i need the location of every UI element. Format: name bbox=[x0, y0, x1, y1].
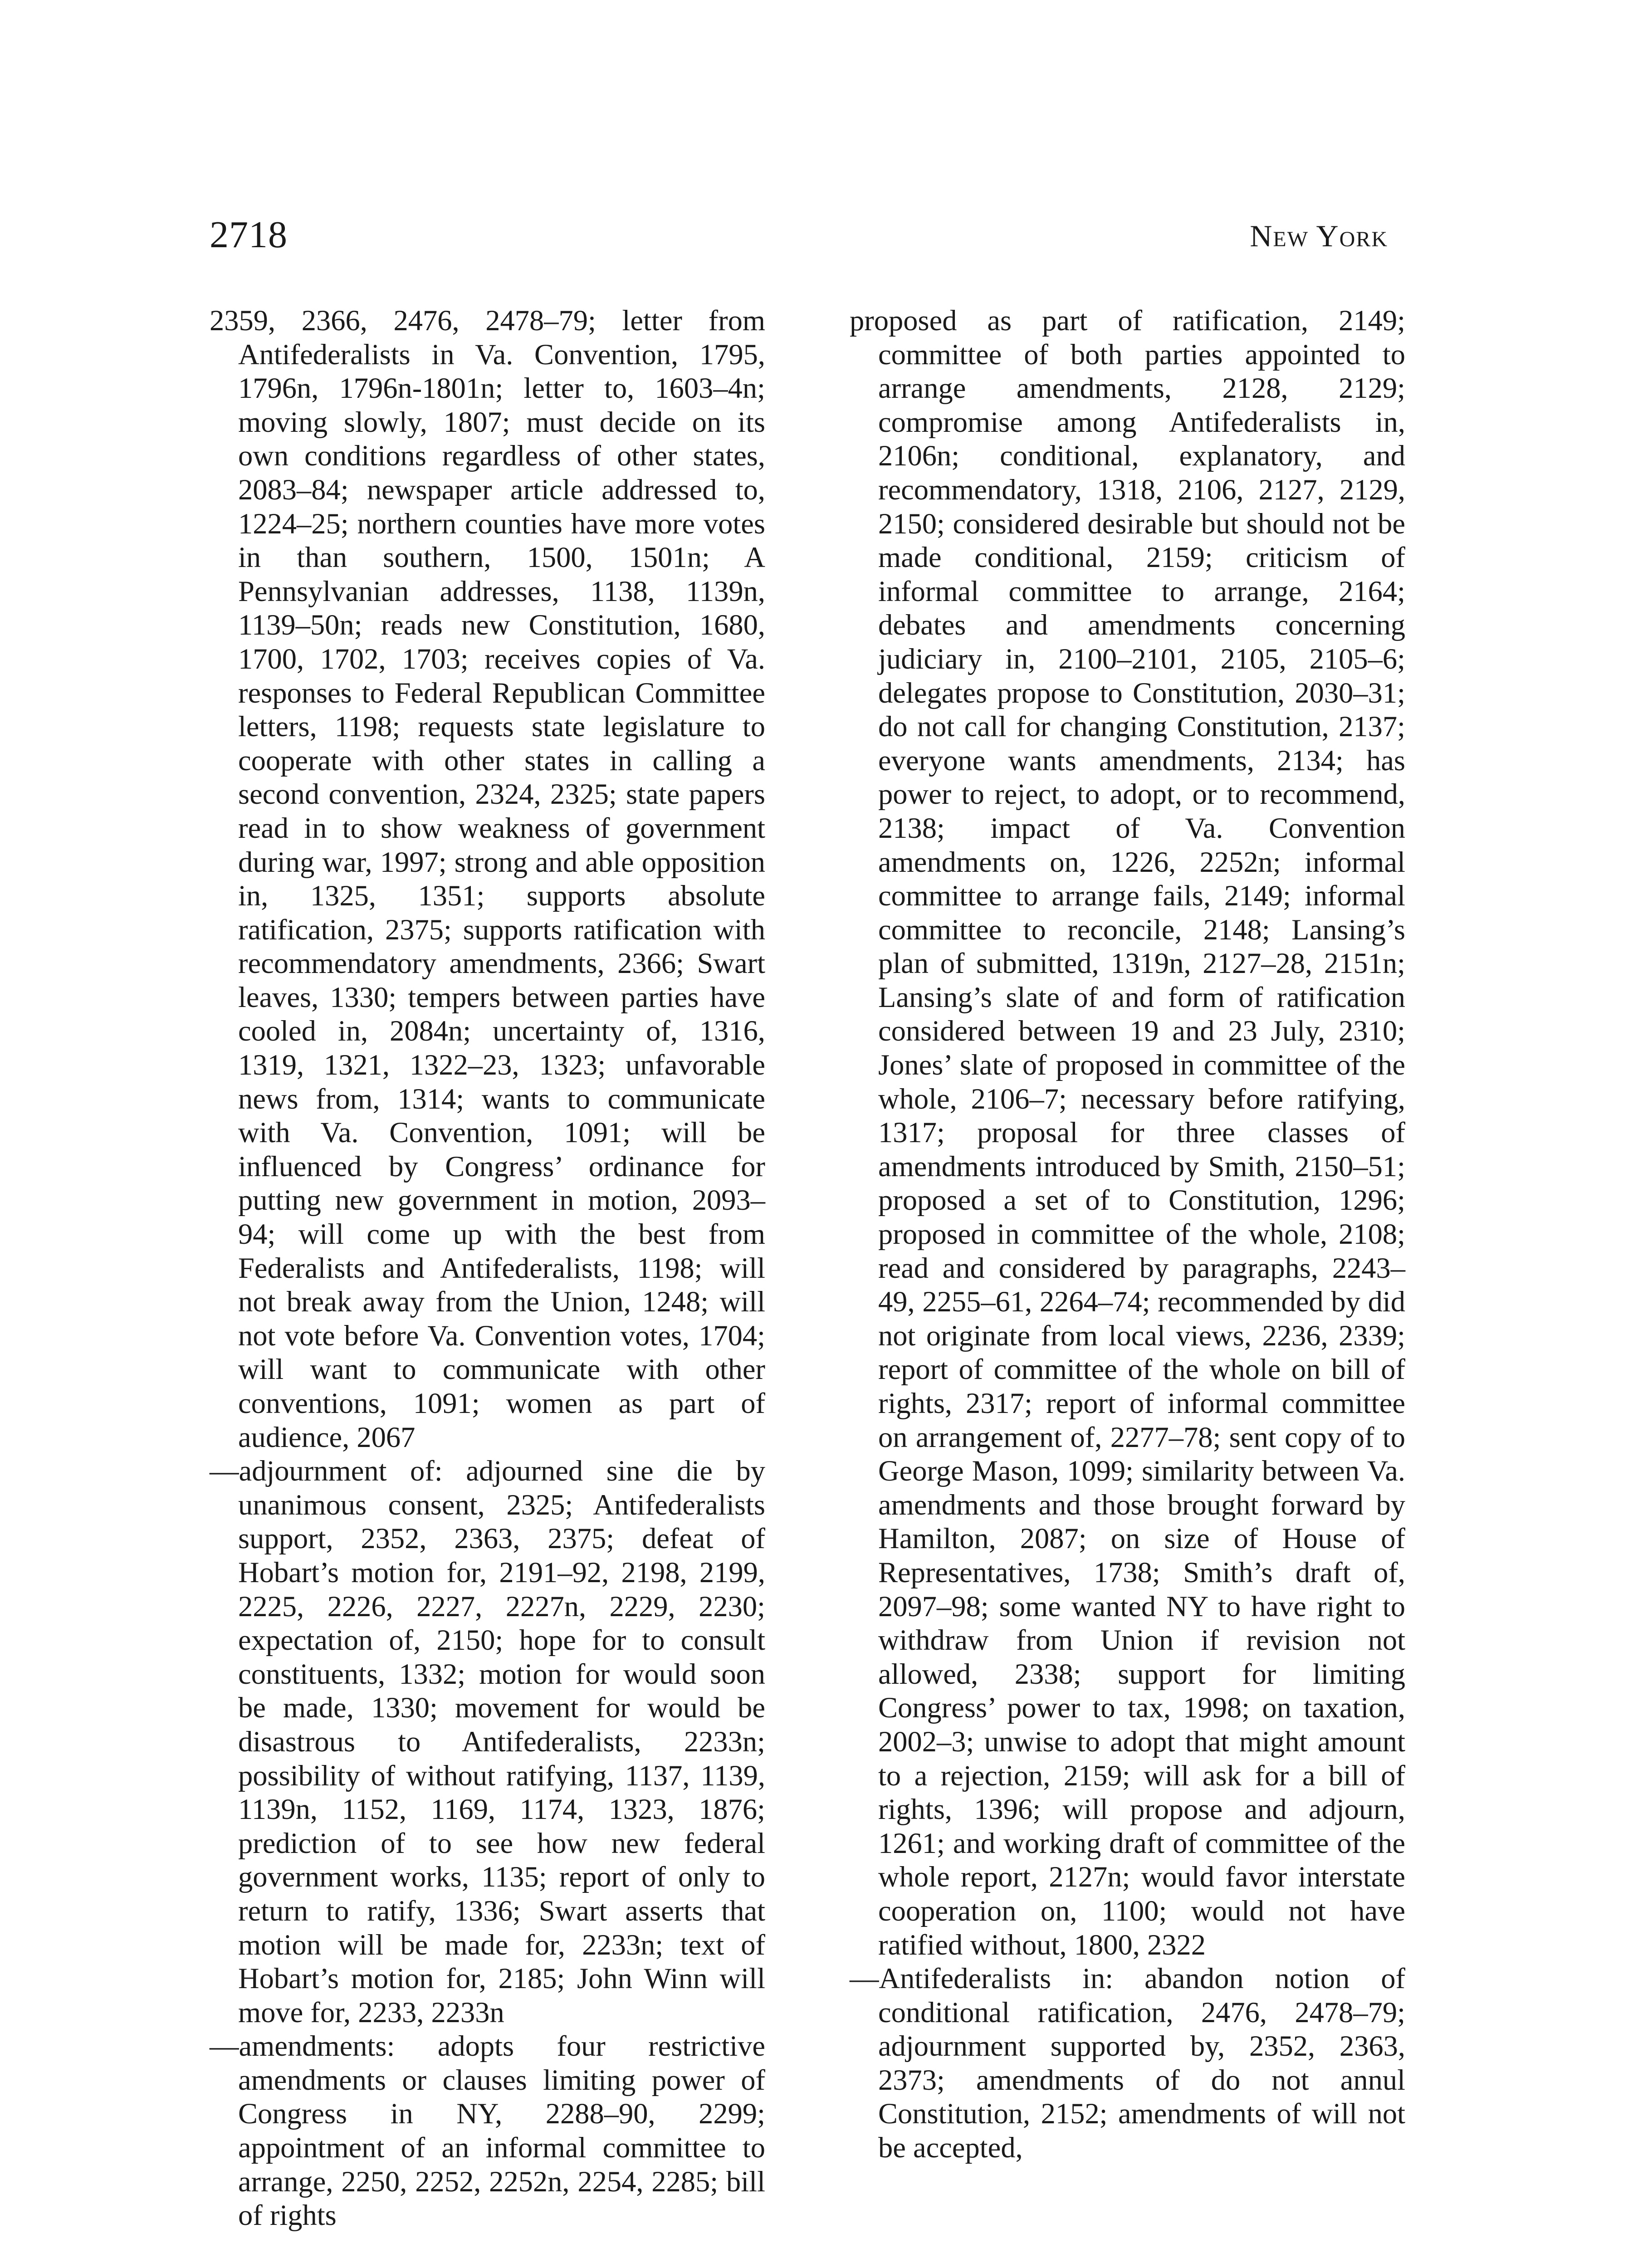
index-entry-amendments: —amendments: adopts four restrictive amendments or clauses limiting power of Congress in NY, 2288–90, 2299; appointment of an informal committee to arrange, 2250, 2252, 2252n, 2254, 2285; bill of rights bbox=[210, 2030, 765, 2232]
index-entry-continuation: proposed as part of ratification, 2149; committee of both parties appointed to arrange amendments, 2128, 2129; compromise among Antifederalists in, 2106n; conditional, explanatory, and recommendatory, 1318, 2106, 2127, 2129, 2150; considered desirable but should not be made conditional, 2159; criticism of informal committee to arrange, 2164; debates and amendments concerning judiciary in, 2100–2101, 2105, 2105–6; delegates propose to Constitution, 2030–31; do not call for changing Constitution, 2137; everyone wants amendments, 2134; has power to reject, to adopt, or to recommend, 2138; impact of Va. Convention amendments on, 1226, 2252n; informal committee to arrange fails, 2149; informal committee to reconcile, 2148; Lansing’s plan of submitted, 1319n, 2127–28, 2151n; Lansing’s slate of and form of ratification considered between 19 and 23 July, 2310; Jones’ slate of proposed in committee of the whole, 2106–7; necessary before ratifying, 1317; proposal for three classes of amendments introduced by Smith, 2150–51; proposed a set of to Constitution, 1296; proposed in committee of the whole, 2108; read and considered by paragraphs, 2243–49, 2255–61, 2264–74; recommended by did not originate from local views, 2236, 2339; report of committee of the whole on bill of rights, 2317; report of informal committee on arrangement of, 2277–78; sent copy of to George Mason, 1099; similarity between Va. amendments and those brought forward by Hamilton, 2087; on size of House of Representatives, 1738; Smith’s draft of, 2097–98; some wanted NY to have right to withdraw from Union if revision not allowed, 2338; support for limiting Congress’ power to tax, 1998; on taxation, 2002–3; unwise to adopt that might amount to a rejection, 2159; will ask for a bill of rights, 1396; will propose and adjourn, 1261; and working draft of committee of the whole report, 2127n; would favor interstate cooperation on, 1100; would not have ratified without, 1800, 2322 bbox=[850, 304, 1405, 1961]
index-entry-adjournment: —adjournment of: adjourned sine die by unanimous consent, 2325; Antifederalists support, 2352, 2363, 2375; defeat of Hobart’s motion for, 2191–92, 2198, 2199, 2225, 2226, 2227, 2227n, 2229, 2230; expectation of, 2150; hope for to consult constituents, 1332; motion for would soon be made, 1330; movement for would be disastrous to Antifederalists, 2233n; possibility of without ratifying, 1137, 1139, 1139n, 1152, 1169, 1174, 1323, 1876; prediction of to see how new federal government works, 1135; report of only to return to ratify, 1336; Swart asserts that motion will be made for, 2233n; text of Hobart’s motion for, 2185; John Winn will move for, 2233, 2233n bbox=[210, 1455, 765, 2028]
index-column-left bbox=[210, 304, 765, 2233]
running-head: New York bbox=[1250, 219, 1388, 253]
page-number: 2718 bbox=[210, 214, 288, 256]
index-column-right bbox=[850, 304, 1405, 2165]
index-entry-continuation: 2359, 2366, 2476, 2478–79; letter from Antifederalists in Va. Convention, 1795, 1796n, 1796n-1801n; letter to, 1603–4n; moving slowly, 1807; must decide on its own conditions regardless of other states, 2083–84; newspaper article addressed to, 1224–25; northern counties have more votes in than southern, 1500, 1501n; A Pennsylvanian addresses, 1138, 1139n, 1139–50n; reads new Constitution, 1680, 1700, 1702, 1703; receives copies of Va. responses to Federal Republican Committee letters, 1198; requests state legislature to cooperate with other states in calling a second convention, 2324, 2325; state papers read in to show weakness of government during war, 1997; strong and able opposition in, 1325, 1351; supports absolute ratification, 2375; supports ratification with recommendatory amendments, 2366; Swart leaves, 1330; tempers between parties have cooled in, 2084n; uncertainty of, 1316, 1319, 1321, 1322–23, 1323; unfavorable news from, 1314; wants to communicate with Va. Convention, 1091; will be influenced by Congress’ ordinance for putting new government in motion, 2093–94; will come up with the best from Federalists and Antifederalists, 1198; will not break away from the Union, 1248; will not vote before Va. Convention votes, 1704; will want to communicate with other conventions, 1091; women as part of audience, 2067 bbox=[210, 304, 765, 1453]
index-entry-antifederalists: —Antifederalists in: abandon notion of conditional ratification, 2476, 2478–79; adjournment supported by, 2352, 2363, 2373; amendments of do not annul Constitution, 2152; amendments of will not be accepted, bbox=[850, 1962, 1405, 2164]
